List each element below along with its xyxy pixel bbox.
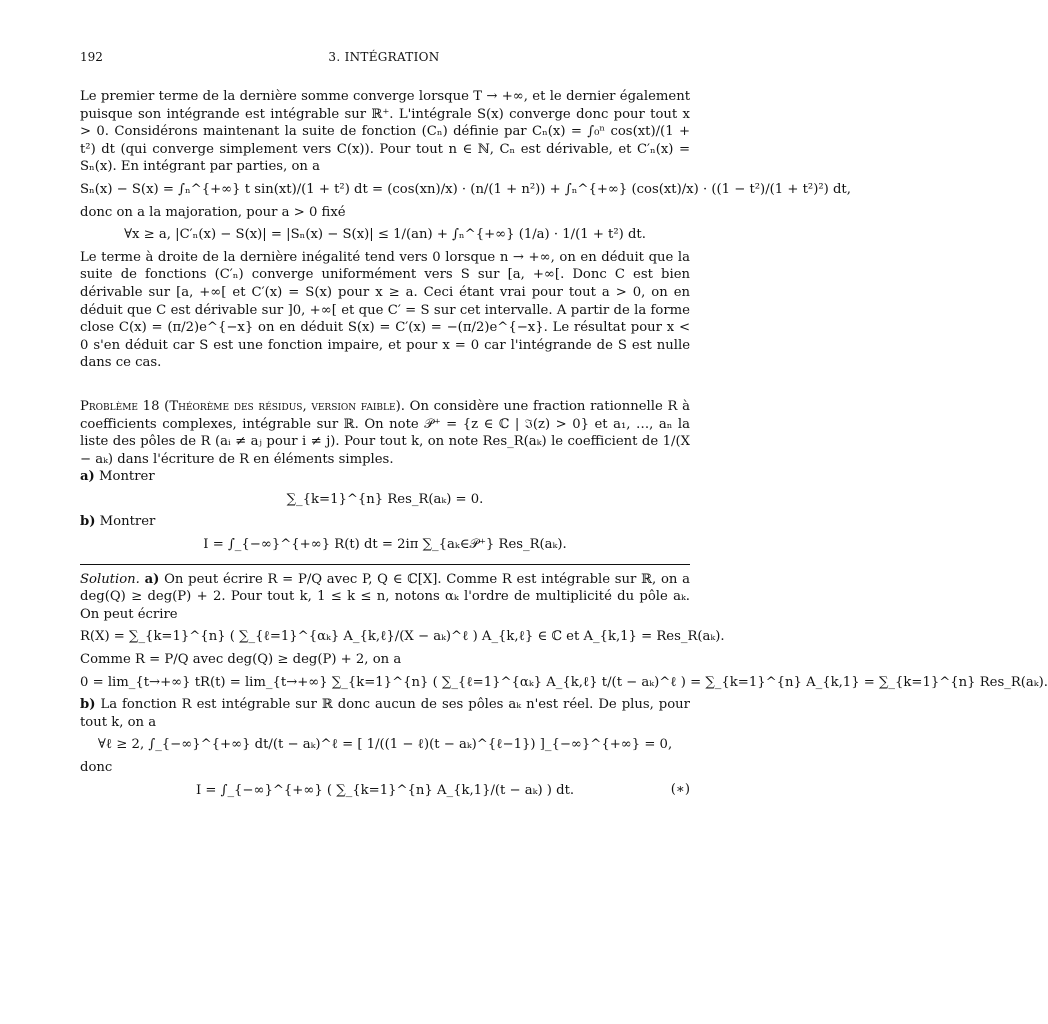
page-number: 192	[80, 50, 103, 64]
paragraph: Le terme à droite de la dernière inégalité tend vers 0 lorsque n → +∞, on en déduit que la suite de fonctions (C′ₙ) converge uniformément vers S sur [a, +∞[. Donc C est bien dérivable sur [a, +∞[ et C′(x) = S(x) pour x ≥ a. Ceci étant vrai pour tout a > 0, on en déduit que C est dérivable sur ]0, +∞[ et que C′ = S sur cet intervalle. A partir de la forme close C(x) = (π/2)e^{−x} on en déduit S(x) = C′(x) = −(π/2)e^{−x}. Le résultat pour x < 0 s'en déduit car S est une fonction impaire, et pour x = 0 car l'intégrande de S est nulle dans ce cas.	[80, 249, 690, 371]
question-b-text: Montrer	[99, 514, 156, 530]
solution-paragraph	[80, 571, 690, 624]
paragraph: Le premier terme de la dernière somme converge lorsque T → +∞, et le dernier également puisque son intégrande est intégrable sur ℝ⁺. L'intégrale S(x) converge donc pour tout x > 0. Considérons maintenant la suite de fonction (Cₙ) définie par Cₙ(x) = ∫₀ⁿ cos(xt)/(1 + t²) dt (qui converge simplement vers C(x)). Pour tout n ∈ ℕ, Cₙ est dérivable, et C′ₙ(x) = Sₙ(x). En intégrant par parties, on a	[80, 89, 690, 175]
solution-divider	[80, 564, 690, 565]
equation-body: I = ∫_{−∞}^{+∞} ( ∑_{k=1}^{n} A_{k,1}/(t − aₖ) ) dt.	[195, 782, 575, 798]
paragraph: Comme R = P/Q avec deg(Q) ≥ deg(P) + 2, on a	[80, 652, 402, 668]
display-equation	[80, 782, 690, 800]
solution-label: Solution.	[80, 571, 140, 587]
display-equation: Sₙ(x) − S(x) = ∫ₙ^{+∞} t sin(xt)/(1 + t²) dt = (cos(xn)/x) · (n/(1 + n²)) + ∫ₙ^{+∞} (cos(xt)/x) · ((1 − t²)/(1 + t²)²) dt,	[80, 181, 851, 197]
display-equation: ∀x ≥ a, |C′ₙ(x) − S(x)| = |Sₙ(x) − S(x)| ≤ 1/(an) + ∫ₙ^{+∞} (1/a) · 1/(1 + t²) dt.	[124, 227, 646, 243]
question-b-label: b)	[80, 514, 96, 530]
solution-a-label: a)	[144, 571, 160, 587]
question-a-text: Montrer	[99, 469, 155, 485]
display-equation: R(X) = ∑_{k=1}^{n} ( ∑_{ℓ=1}^{αₖ} A_{k,ℓ}/(X − aₖ)^ℓ ) A_{k,ℓ} ∈ ℂ et A_{k,1} = Res_R(aₖ).	[80, 629, 725, 645]
paragraph: donc on a la majoration, pour a > 0 fixé	[80, 204, 346, 220]
display-equation: I = ∫_{−∞}^{+∞} R(t) dt = 2iπ ∑_{aₖ∈𝒫⁺} Res_R(aₖ).	[203, 537, 567, 553]
problem-statement	[80, 398, 690, 468]
solution-text: On peut écrire R = P/Q avec P, Q ∈ ℂ[X]. Comme R est intégrable sur ℝ, on a deg(Q) ≥ deg(P) + 2. Pour tout k, 1 ≤ k ≤ n, notons αₖ l'ordre de multiplicité du pôle aₖ. On peut écrire	[80, 571, 690, 622]
page-header	[80, 50, 688, 68]
solution-b-label: b)	[80, 697, 96, 713]
equation-tag: (∗)	[670, 782, 690, 798]
question-a-label: a)	[80, 469, 95, 485]
display-equation: ∑_{k=1}^{n} Res_R(aₖ) = 0.	[286, 491, 484, 507]
running-title: 3. INTÉGRATION	[328, 50, 440, 64]
question-a	[80, 468, 690, 486]
solution-text: La fonction R est intégrable sur ℝ donc aucun de ses pôles aₖ n'est réel. De plus, pour tout k, on a	[80, 697, 690, 730]
page-body	[80, 88, 1048, 804]
question-b	[80, 513, 690, 531]
display-equation: ∀ℓ ≥ 2, ∫_{−∞}^{+∞} dt/(t − aₖ)^ℓ = [ 1/((1 − ℓ)(t − aₖ)^{ℓ−1}) ]_{−∞}^{+∞} = 0,	[97, 737, 673, 753]
problem-text: On considère une fraction rationnelle R à coefficients complexes, intégrable sur ℝ. On note 𝒫⁺ = {z ∈ ℂ | ℑ(z) > 0} et a₁, …, aₙ la liste des pôles de R (aᵢ ≠ aⱼ pour i ≠ j). Pour tout k, on note Res_R(aₖ) le coefficient de 1/(X − aₖ) dans l'écriture de R en éléments simples.	[80, 398, 690, 467]
solution-paragraph	[80, 696, 690, 731]
paragraph: donc	[80, 760, 113, 775]
problem-heading: Problème 18 (Théorème des résidus, version faible).	[80, 398, 405, 414]
display-equation: 0 = lim_{t→+∞} tR(t) = lim_{t→+∞} ∑_{k=1}^{n} ( ∑_{ℓ=1}^{αₖ} A_{k,ℓ} t/(t − aₖ)^ℓ ) = ∑_{k=1}^{n} A_{k,1} = ∑_{k=1}^{n} Res_R(aₖ).	[80, 674, 1048, 690]
